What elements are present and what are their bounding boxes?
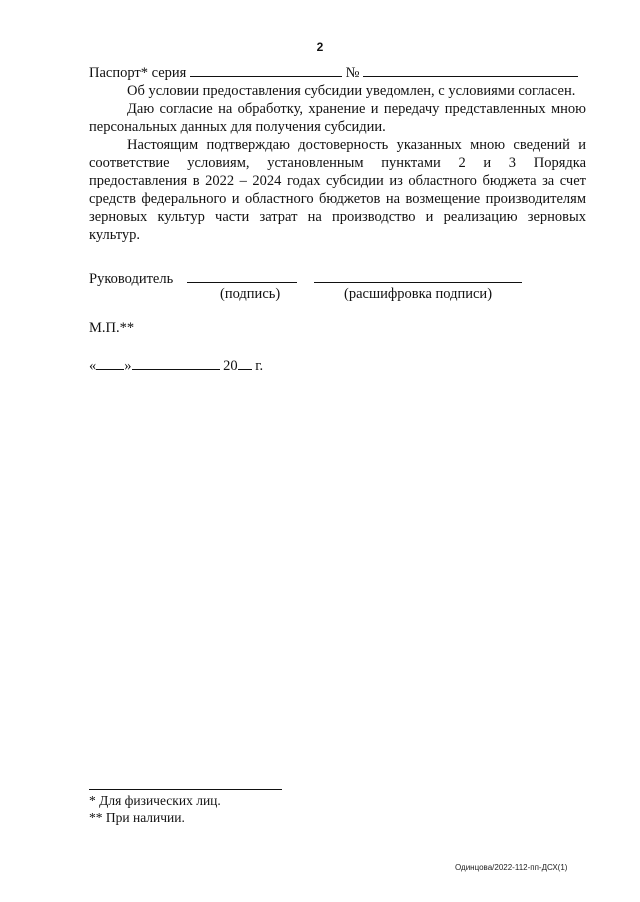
paragraph-confirmation: Настоящим подтверждаю достоверность указанных мною сведений и соответствие условиям, установленным пунктами 2 и 3 Порядка предоставления в 2022 – 2024 годах субсидии из областного бюджета за счет средств федерального и областного бюджетов на возмещение производителям зерновых культур части затрат на производство и реализацию зерновых культур. xyxy=(89,137,586,243)
date-line xyxy=(89,355,263,375)
paragraph-consent: Даю согласие на обработку, хранение и передачу представленных мною персональных данных для получения субсидии. xyxy=(89,101,586,135)
paragraph-notification: Об условии предоставления субсидии уведомлен, с условиями согласен. xyxy=(127,83,576,99)
passport-line xyxy=(89,62,586,82)
passport-label: Паспорт* серия xyxy=(89,65,187,81)
signature-blank xyxy=(187,268,297,283)
head-label: Руководитель xyxy=(89,271,174,287)
footnote-divider xyxy=(89,789,282,790)
signature-row xyxy=(89,268,522,288)
page-number: 2 xyxy=(316,40,324,54)
year-suffix: г. xyxy=(255,358,264,374)
document-body xyxy=(89,62,586,244)
day-blank xyxy=(96,355,124,370)
month-blank xyxy=(132,355,220,370)
year-blank xyxy=(238,355,252,370)
passport-series-blank xyxy=(190,62,342,77)
signature-caption: (подпись) xyxy=(220,286,281,302)
year-prefix: 20 xyxy=(223,358,238,374)
stamp-label: М.П.** xyxy=(89,320,135,336)
date-open-quote: « xyxy=(89,358,97,374)
decoding-caption: (расшифровка подписи) xyxy=(344,286,493,302)
footnotes xyxy=(89,792,221,826)
footnote-individuals: * Для физических лиц. xyxy=(89,793,221,808)
date-close-quote: » xyxy=(124,358,132,374)
document-code: Одинцова/2022-112-пп-ДСХ(1) xyxy=(455,863,568,872)
decoding-blank xyxy=(314,268,522,283)
passport-number-sign: № xyxy=(345,65,360,81)
footnote-if-available: ** При наличии. xyxy=(89,810,185,825)
passport-number-blank xyxy=(363,62,578,77)
